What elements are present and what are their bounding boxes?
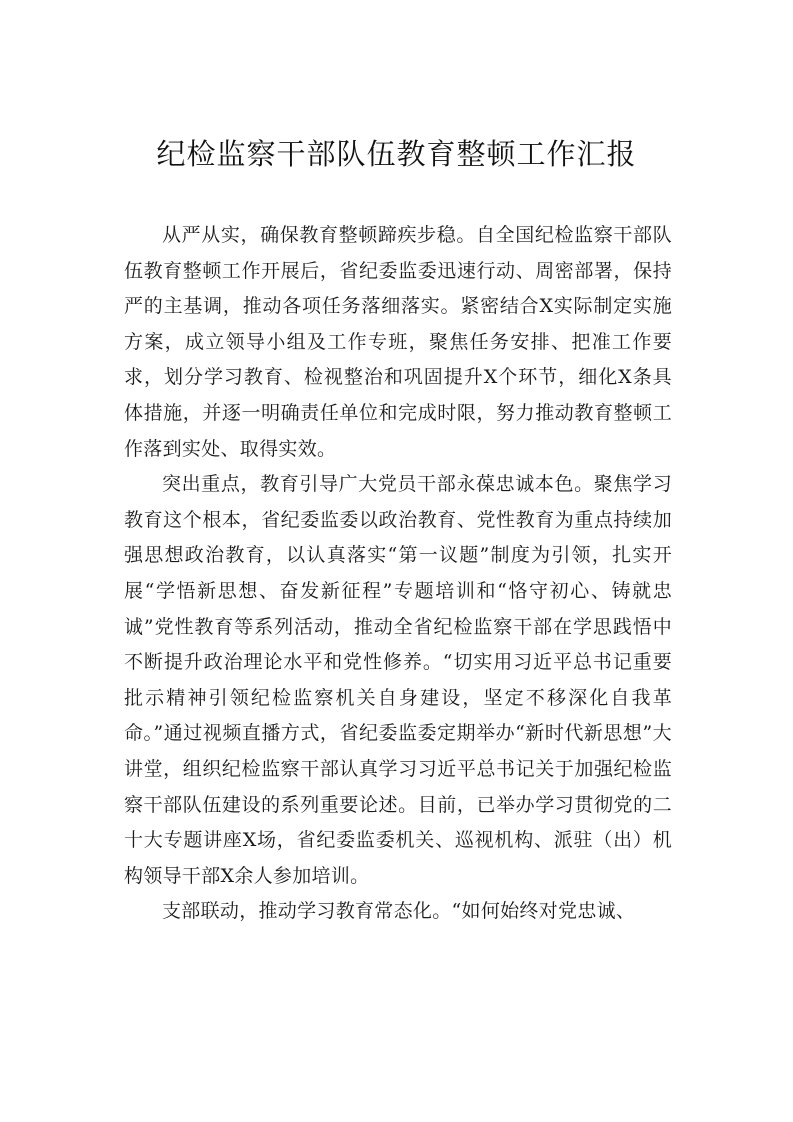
document-title: 纪检监察干部队伍教育整顿工作汇报 (156, 137, 637, 171)
document-body (124, 218, 672, 930)
paragraph-strict-implementation: 从严从实，确保教育整顿蹄疾步稳。自全国纪检监察干部队伍教育整顿工作开展后，省纪委监委迅速行动、周密部署，保持严的主基调，推动各项任务落细落实。紧密结合X实际制定实施方案，成立领导小组及工作专班，聚焦任务安排、把准工作要求，划分学习教育、检视整治和巩固提升X个环节，细化X条具体措施，并逐一明确责任单位和完成时限，努力推动教育整顿工作落到实处、取得实效。 (124, 224, 672, 460)
paragraph-branch-linkage: 支部联动，推动学习教育常态化。“如何始终对党忠诚、 (162, 900, 636, 923)
paragraph-loyalty-education: 突出重点，教育引导广大党员干部永葆忠诚本色。聚焦学习教育这个根本，省纪委监委以政治教育、党性教育为重点持续加强思想政治教育，以认真落实“第一议题”制度为引领，扎实开展“学悟新思想、奋发新征程”专题培训和“恪守初心、铸就忠诚”党性教育等系列活动，推动全省纪检监察干部在学思践悟中不断提升政治理论水平和党性修养。“切实用习近平总书记重要批示精神引领纪检监察机关自身建设，坚定不移深化自我革命。”通过视频直播方式，省纪委监委定期举办“新时代新思想”大讲堂，组织纪检监察干部认真学习习近平总书记关于加强纪检监察干部队伍建设的系列重要论述。目前，已举办学习贯彻党的二十大专题讲座X场，省纪委监委机关、巡视机构、派驻（出）机构领导干部X余人参加培训。 (124, 473, 672, 887)
